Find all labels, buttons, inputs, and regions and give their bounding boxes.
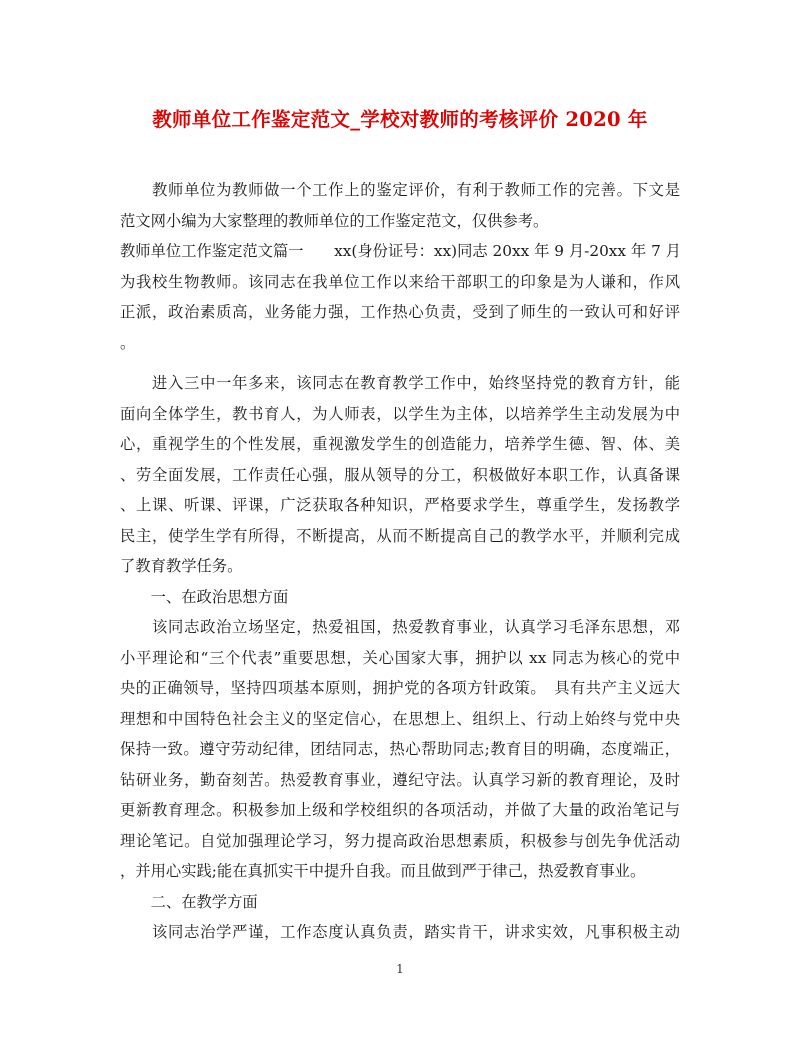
document-title: 教师单位工作鉴定范文_学校对教师的考核评价 2020 年 [152,108,648,131]
document-body [120,175,680,948]
section-heading: 一、在政治思想方面 [120,587,289,606]
section-heading: 二、在教学方面 [120,892,258,911]
paragraph-line: 。 [120,333,136,352]
paragraph-line: 教师单位工作鉴定范文篇一 xx(身份证号：xx)同志 20xx 年 9 月-20xx 年 7 月 [120,242,681,260]
paragraph-line: 范文网小编为大家整理的教师单位的工作鉴定范文，仅供参考。 [120,211,549,230]
paragraph-line: 民主，使学生学有所得，不断提高，从而不断提高自己的教学水平，并顺利完成 [120,526,680,545]
paragraph-line: 小平理论和“三个代表”重要思想，关心国家大事，拥护以 xx 同志为核心的党中 [120,648,680,667]
paragraph-line: 该同志治学严谨，工作态度认真负责，踏实肯干，讲求实效，凡事积极主动 [120,923,680,941]
paragraph-line: 正派，政治素质高，业务能力强，工作热心负责，受到了师生的一致认可和好评 [120,303,680,321]
paragraph-line: 更新教育理念。积极参加上级和学校组织的各项活动，并做了大量的政治笔记与 [120,801,680,819]
paragraph-line: 、劳全面发展，工作责任心强，服从领导的分工，积极做好本职工作，认真备课 [120,465,680,484]
paragraph-line: 为我校生物教师。该同志在我单位工作以来给干部职工的印象是为人谦和，作风 [120,272,680,291]
paragraph-line: 理论笔记。自觉加强理论学习，努力提高政治思想素质，积极参与创先争优活动 [120,831,680,850]
paragraph-line: ，并用心实践;能在真抓实干中提升自我。而且做到严于律己，热爱教育事业。 [120,862,646,880]
paragraph-line: 该同志政治立场坚定，热爱祖国，热爱教育事业，认真学习毛泽东思想，邓 [120,618,680,636]
page-number: 1 [396,962,404,976]
paragraph-line: 教师单位为教师做一个工作上的鉴定评价，有利于教师工作的完善。下文是 [120,181,680,199]
paragraph-line: 心，重视学生的个性发展，重视激发学生的创造能力，培养学生德、智、体、美 [120,435,680,453]
paragraph-line: 进入三中一年多来，该同志在教育教学工作中，始终坚持党的教育方针，能 [120,374,680,392]
paragraph-line: 理想和中国特色社会主义的坚定信心，在思想上、组织上、行动上始终与党中央 [120,709,680,728]
paragraph-line: 保持一致。遵守劳动纪律，团结同志，热心帮助同志;教育目的明确，态度端正， [120,740,680,758]
paragraph-line: 了教育教学任务。 [120,557,243,575]
paragraph-line: 、上课、听课、评课，广泛获取各种知识，严格要求学生，尊重学生，发扬教学 [120,496,680,514]
paragraph-line: 面向全体学生，教书育人，为人师表，以学生为主体，以培养学生主动发展为中 [120,404,680,423]
paragraph-line: 钻研业务，勤奋刻苦。热爱教育事业，遵纪守法。认真学习新的教育理论，及时 [120,770,680,789]
paragraph-line: 央的正确领导，坚持四项基本原则，拥护党的各项方针政策。 具有共产主义远大 [120,679,680,697]
